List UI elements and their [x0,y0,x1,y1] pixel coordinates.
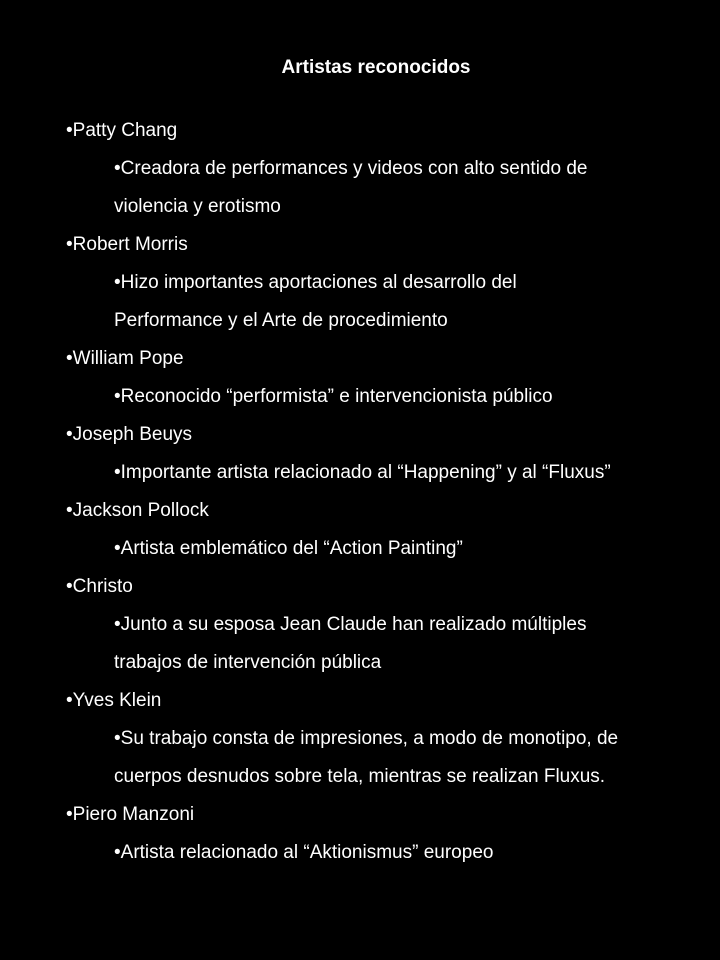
artist-item [66,796,706,834]
description-line: •Junto a su esposa Jean Claude han realizado múltiples [114,614,587,635]
artist-description [66,606,706,682]
artist-item [66,492,706,530]
description-line: •Su trabajo consta de impresiones, a modo de monotipo, de [114,728,619,749]
artist-description [66,530,706,568]
bullet-icon: • [114,842,121,863]
bullet-icon: • [114,462,121,483]
slide-title: Artistas reconocidos [281,57,471,78]
bullet-icon: • [114,386,121,407]
description-line: •Importante artista relacionado al “Happening” y al “Fluxus” [114,462,611,483]
description-line: trabajos de intervención pública [114,652,382,673]
artist-description [66,720,706,796]
bullet-icon: • [114,158,121,179]
bullet-icon: • [114,538,121,559]
description-line: •Artista emblemático del “Action Painting” [114,538,463,559]
bullet-icon: • [114,728,121,749]
artist-description [66,378,706,416]
artist-description [66,454,706,492]
artist-name: Jackson Pollock [72,500,209,521]
artist-description [66,834,706,872]
artist-item [66,112,706,150]
artist-name: Piero Manzoni [72,804,195,825]
artist-item [66,226,706,264]
artist-description [66,150,706,226]
artist-name: Patty Chang [72,120,178,141]
bullet-icon: • [114,614,121,635]
description-line: violencia y erotismo [114,196,281,217]
bullet-icon: • [66,804,73,825]
artist-item [66,682,706,720]
bullet-icon: • [66,120,73,141]
bullet-icon: • [66,234,73,255]
description-line: cuerpos desnudos sobre tela, mientras se realizan Fluxus. [114,766,606,787]
artist-name: William Pope [72,348,184,369]
artist-name: Christo [72,576,133,597]
bullet-icon: • [66,690,73,711]
description-line: •Hizo importantes aportaciones al desarrollo del [114,272,517,293]
description-line: •Artista relacionado al “Aktionismus” europeo [114,842,494,863]
artist-name: Joseph Beuys [72,424,193,445]
artist-name: Yves Klein [72,690,162,711]
bullet-icon: • [114,272,121,293]
bullet-icon: • [66,424,73,445]
artist-name: Robert Morris [72,234,188,255]
description-line: •Creadora de performances y videos con alto sentido de [114,158,588,179]
artist-list [66,112,706,872]
artist-item [66,340,706,378]
description-line: Performance y el Arte de procedimiento [114,310,448,331]
artist-item [66,416,706,454]
bullet-icon: • [66,348,73,369]
bullet-icon: • [66,576,73,597]
artist-description [66,264,706,340]
artist-item [66,568,706,606]
bullet-icon: • [66,500,73,521]
description-line: •Reconocido “performista” e intervencionista público [114,386,553,407]
